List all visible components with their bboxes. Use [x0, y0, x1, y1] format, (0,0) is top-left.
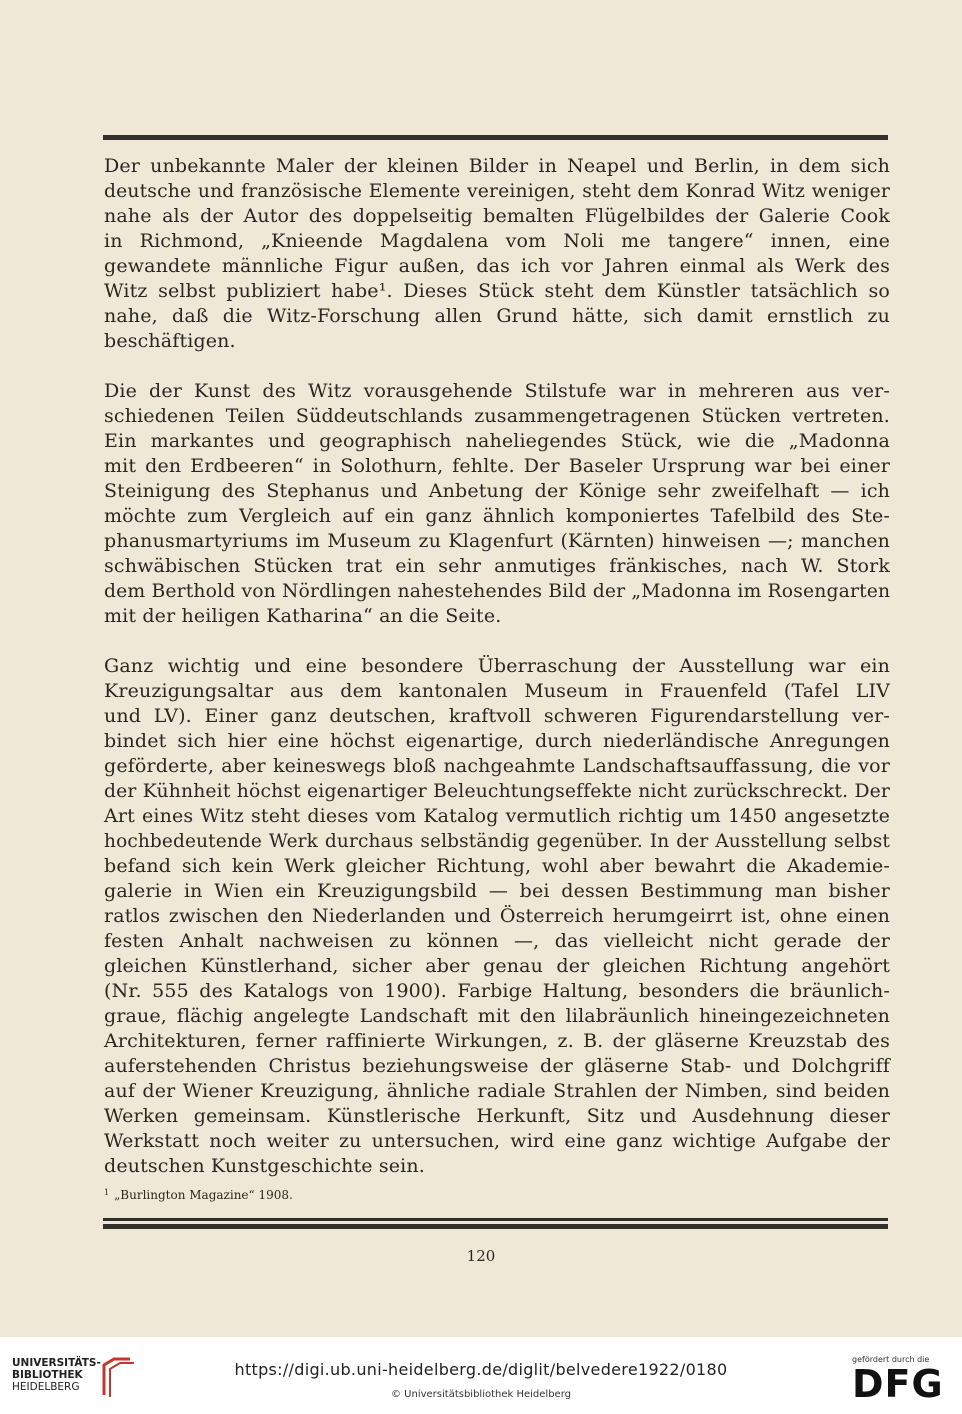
text-line: und LV). Einer ganz deutschen, kraftvoll schweren Figurendarstellung ver- — [104, 705, 890, 727]
text-line: gleichen Künstlerhand, sicher aber genau der gleichen Richtung angehört — [104, 955, 890, 977]
text-line: Steinigung des Stephanus und Anbetung der Könige sehr zweifelhaft — ich — [104, 480, 890, 502]
funder-logo-text: DFG — [852, 1362, 944, 1406]
funder-label: gefördert durch die — [852, 1355, 930, 1364]
text-line: Witz selbst publiziert habe¹. Dieses Stück steht dem Künstler tatsächlich so — [104, 280, 890, 302]
library-line-2: BIBLIOTHEK — [12, 1369, 83, 1381]
footnote-marker: 1 — [104, 1188, 110, 1197]
text-line: deutsche und französische Elemente vereinigen, steht dem Konrad Witz weniger — [104, 181, 890, 202]
document-url-link[interactable]: https://digi.ub.uni-heidelberg.de/diglit/belvedere1922/0180 — [234, 1360, 728, 1379]
text-line: nahe, daß die Witz-Forschung allen Grund hätte, sich damit ernstlich zu — [104, 305, 890, 327]
text-line: Werkstatt noch weiter zu untersuchen, wird eine ganz wichtige Aufgabe der — [104, 1130, 890, 1152]
text-line: auf der Wiener Kreuzigung, ähnliche radiale Strahlen der Nimben, sind beiden — [104, 1080, 890, 1102]
top-rule — [103, 135, 888, 140]
text-line: geförderte, aber keineswegs bloß nachgeahmte Landschaftsauffassung, die vor — [104, 755, 890, 777]
text-line: Art eines Witz steht dieses vom Katalog vermutlich richtig um 1450 angesetzte — [104, 805, 890, 827]
library-line-3: HEIDELBERG — [12, 1381, 80, 1393]
text-line: gewandete männliche Figur außen, das ich vor Jahren einmal als Werk des — [104, 255, 890, 277]
text-line: deutschen Kunstgeschichte sein. — [104, 1155, 425, 1177]
text-line: hochbedeutende Werk durchaus selbständig gegenüber. In der Ausstellung selbst — [104, 831, 890, 852]
text-line: schiedenen Teilen Süddeutschlands zusammengetragenen Stücken vertreten. — [104, 405, 890, 427]
text-line: mit der heiligen Katharina“ an die Seite. — [104, 605, 502, 627]
text-line: bindet sich hier eine höchst eigenartige, durch niederländische Anregungen — [104, 730, 890, 752]
text-line: Ein markantes und geographisch naheliegendes Stück, wie die „Madonna — [104, 430, 890, 452]
text-line: Architekturen, ferner raffinierte Wirkungen, z. B. der gläserne Kreuzstab des — [104, 1030, 890, 1052]
paragraph — [104, 154, 890, 354]
text-line: mit den Erdbeeren“ in Solothurn, fehlte. Der Baseler Ursprung war bei einer — [104, 455, 890, 477]
text-line: graue, flächig angelegte Landschaft mit den lilabräunlich hineingezeichneten — [104, 1005, 890, 1027]
text-line: Der unbekannte Maler der kleinen Bilder in Neapel und Berlin, in dem sich — [104, 155, 890, 177]
footnote-text: „Burlington Magazine“ 1908. — [114, 1188, 293, 1202]
page-number: 120 — [466, 1247, 496, 1265]
text-line: möchte zum Vergleich auf ein ganz ähnlich komponiertes Tafelbild des Ste- — [104, 505, 890, 527]
text-line: Die der Kunst des Witz vorausgehende Stilstufe war in mehreren aus ver- — [104, 380, 890, 402]
text-line: (Nr. 555 des Katalogs von 1900). Farbige Haltung, besonders die bräunlich- — [104, 980, 890, 1002]
text-line: phanusmartyriums im Museum zu Klagenfurt (Kärnten) hinweisen —; manchen — [104, 530, 890, 552]
bottom-rule-thin — [103, 1218, 888, 1221]
bottom-rule-thick — [103, 1224, 888, 1229]
text-line: festen Anhalt nachweisen zu können —, das vielleicht nicht gerade der — [104, 930, 890, 952]
dfg-logo[interactable] — [852, 1355, 952, 1404]
text-line: galerie in Wien ein Kreuzigungsbild — bei dessen Bestimmung man bisher — [104, 880, 890, 902]
text-line: Kreuzigungsaltar aus dem kantonalen Museum in Frauenfeld (Tafel LIV — [104, 680, 890, 702]
text-line: auferstehenden Christus beziehungsweise der gläserne Stab- und Dolchgriff — [104, 1055, 890, 1077]
text-line: Ganz wichtig und eine besondere Überraschung der Ausstellung war ein — [104, 655, 890, 677]
paragraph — [104, 654, 890, 1179]
paragraph — [104, 379, 890, 629]
text-line: ratlos zwischen den Niederlanden und Österreich herumgeirrt ist, ohne einen — [104, 905, 890, 927]
library-line-1: UNIVERSITÄTS- — [12, 1357, 101, 1369]
text-line: Werken gemeinsam. Künstlerische Herkunft, Sitz und Ausdehnung dieser — [104, 1105, 890, 1127]
text-line: in Richmond, „Knieende Magdalena vom Noli me tangere“ innen, eine — [104, 230, 890, 252]
footnote — [104, 1186, 293, 1202]
viewer-footer — [0, 1337, 962, 1414]
copyright-notice: © Universitätsbibliothek Heidelberg — [390, 1389, 571, 1400]
text-line: der Kühnheit höchst eigenartiger Beleuchtungseffekte nicht zurückschreckt. Der — [104, 781, 890, 802]
body-text — [104, 154, 890, 1204]
text-line: beschäftigen. — [104, 330, 236, 352]
text-line: schwäbischen Stücken trat ein sehr anmutiges fränkisches, nach W. Stork — [104, 555, 890, 577]
text-line: dem Berthold von Nördlingen nahestehendes Bild der „Madonna im Rosengarten — [104, 581, 891, 602]
text-line: befand sich kein Werk gleicher Richtung, wohl aber bewahrt die Akademie- — [104, 855, 890, 877]
text-line: nahe als der Autor des doppelseitig bemalten Flügelbildes der Galerie Cook — [104, 205, 890, 227]
